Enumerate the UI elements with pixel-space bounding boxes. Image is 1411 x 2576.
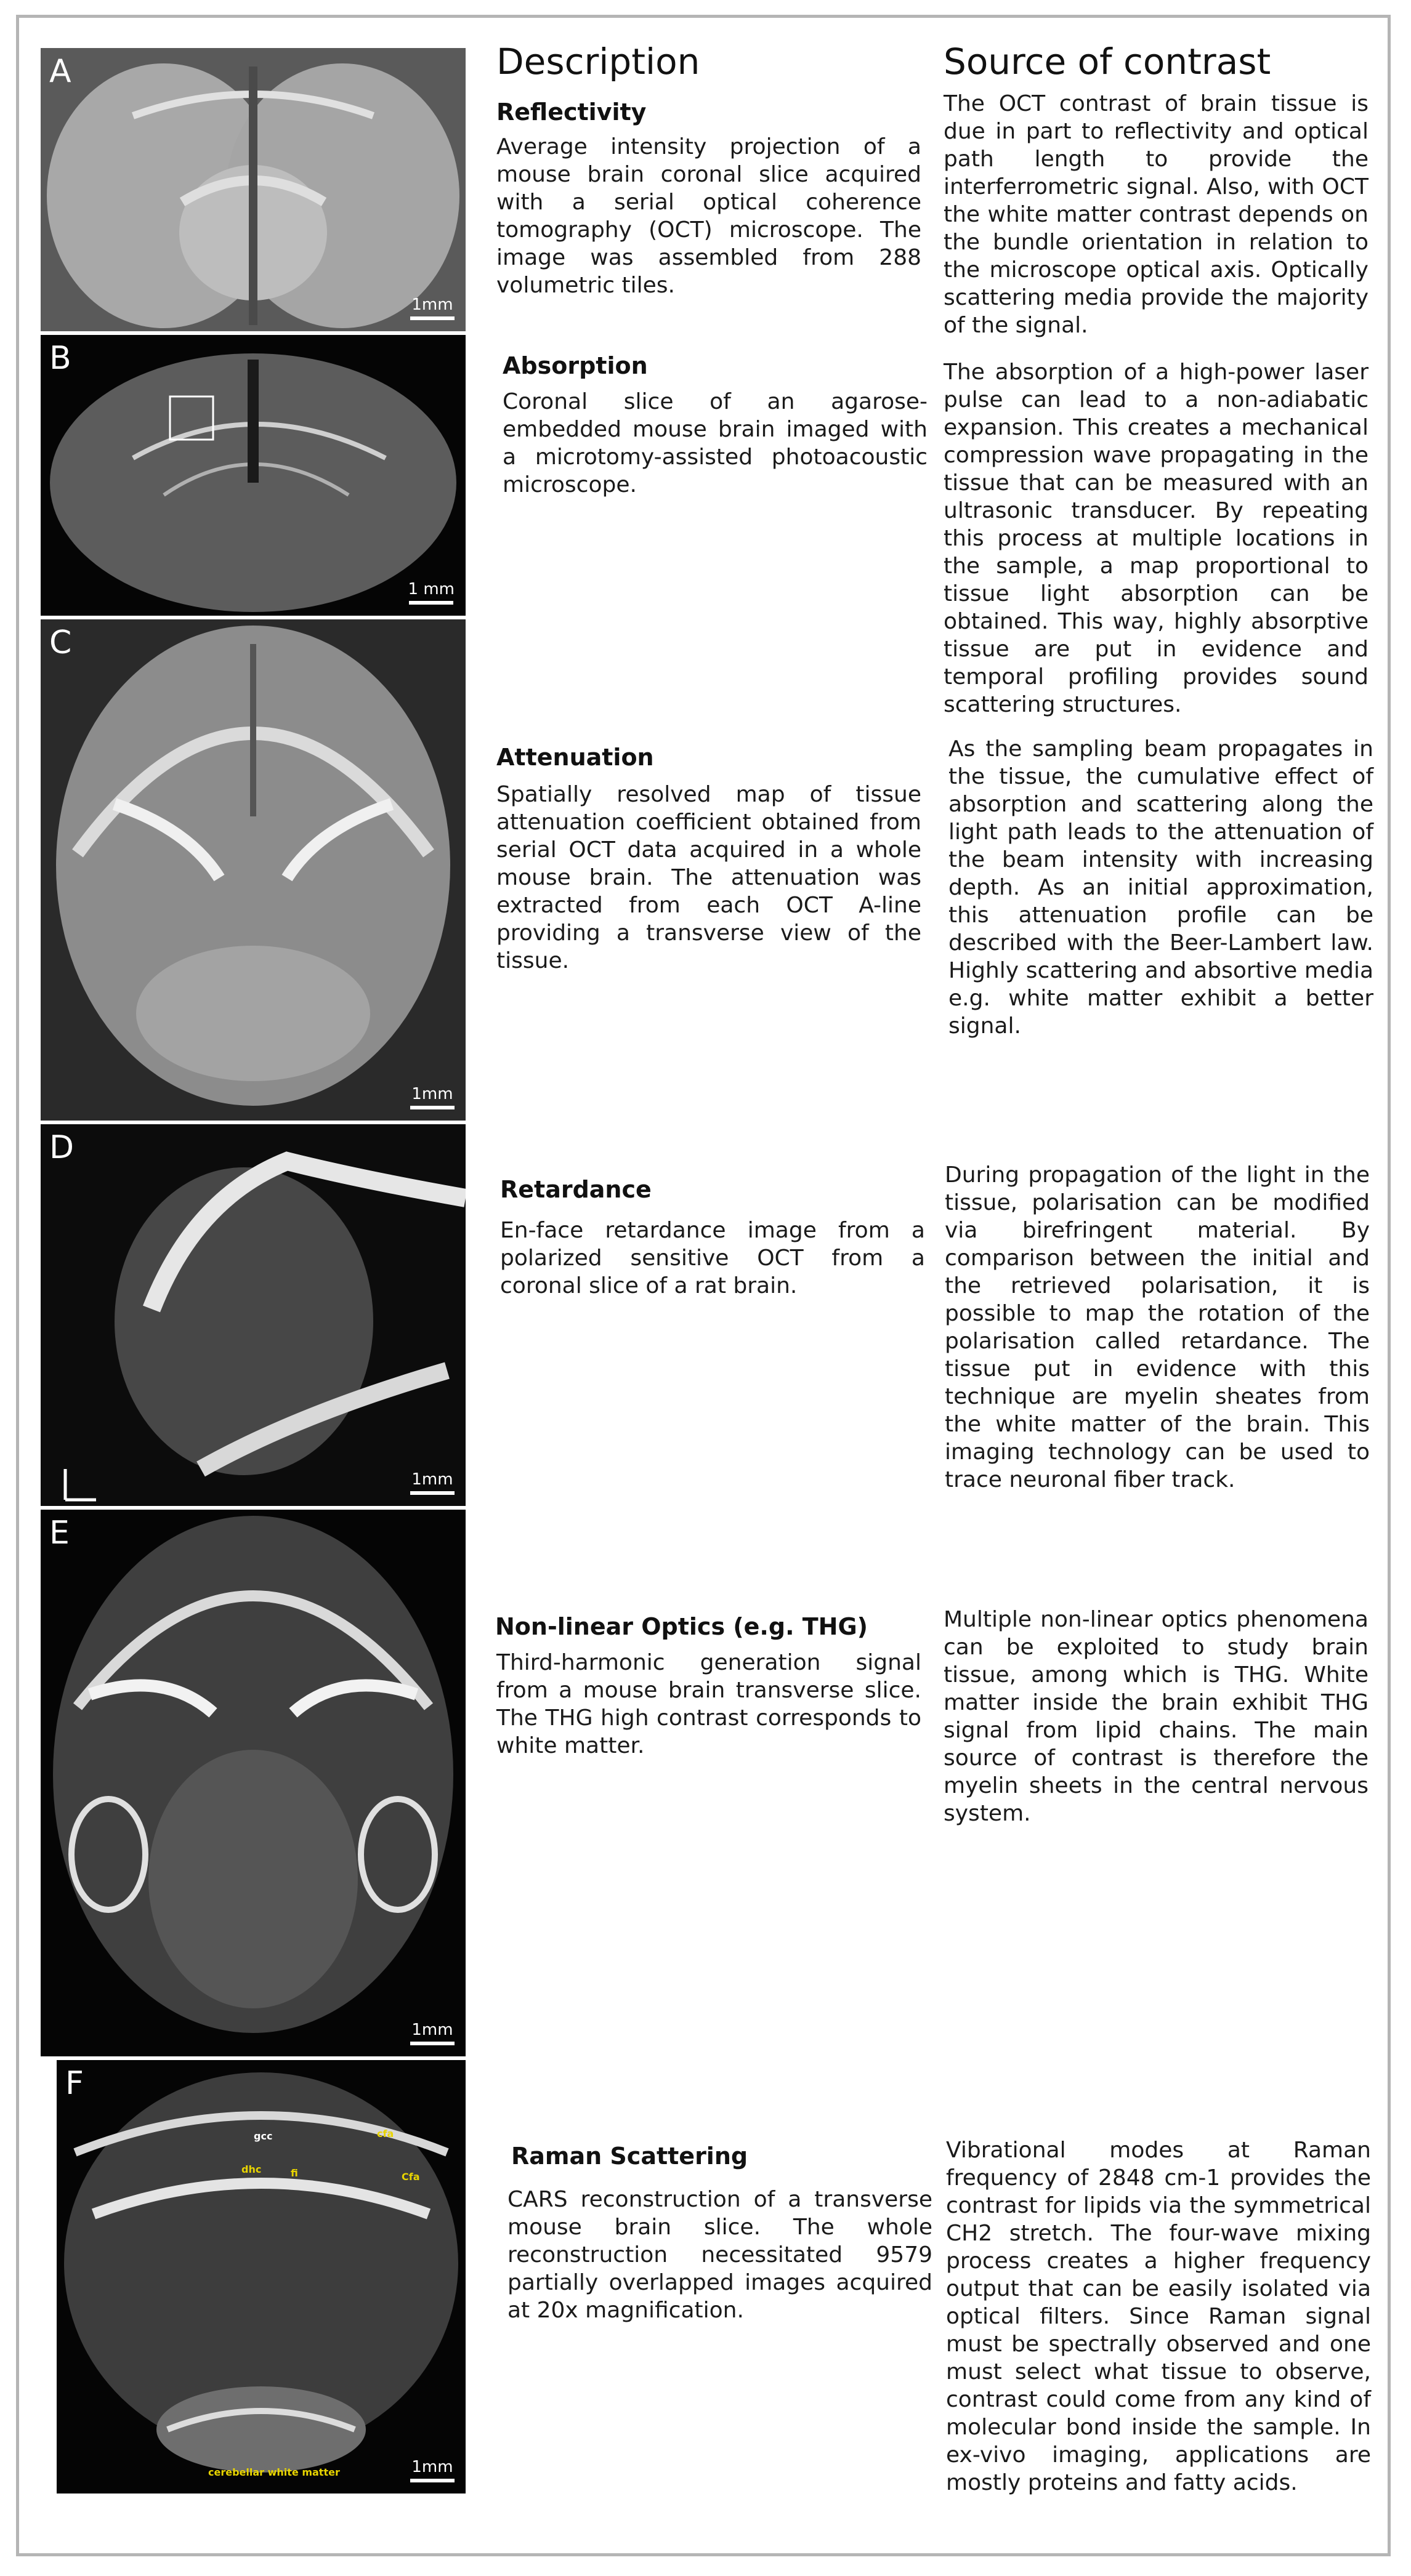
panel-a-image bbox=[41, 48, 466, 331]
source-header: Source of contrast bbox=[944, 41, 1271, 83]
panel-d-description: En-face retardance image from a polarized sensitive OCT from a coronal slice of a rat brain. bbox=[500, 1218, 925, 1298]
annotation-fi: fi bbox=[291, 2167, 298, 2179]
panel-f-source: Vibrational modes at Raman frequency of 2848 cm-1 provides the contrast for lipids via the symmetrical CH2 stretch. The four-wave mixing process creates a higher frequency output that can be easily isolated via optical filters. Since Raman signal must be spectrally observed and one must select what tissue to observe, contrast could come from any kind of molecular bond inside the sample. In ex-vivo imaging, applications are mostly proteins and fatty acids. bbox=[946, 2138, 1371, 2495]
annotation-dhc: dhc bbox=[241, 2163, 262, 2175]
panel-a-description: Average intensity projection of a mouse brain coronal slice acquired with a serial optical coherence tomography (OCT) microscope. The image was assembled from 288 volumetric tiles. bbox=[496, 134, 921, 298]
scale-bar-d: 1mm bbox=[410, 1470, 455, 1495]
scale-bar-e: 1mm bbox=[410, 2021, 455, 2045]
description-header: Description bbox=[496, 41, 700, 83]
panel-a-source: The OCT contrast of brain tissue is due in part to reflectivity and optical path length to provide the interferrometric signal. Also, with OCT the white matter contrast depends on the bundle orientation in relation to the microscope optical axis. Optically scattering media provide the majority of the signal. bbox=[944, 91, 1369, 338]
annotation-cerebellar-white-matter: cerebellar white matter bbox=[208, 2466, 340, 2478]
panel-e-source: Multiple non-linear optics phenomena can be exploited to study brain tissue, among which is THG. White matter inside the brain exhibit THG signal from lipid chains. The main source of contrast is therefore the myelin sheets in the central nervous system. bbox=[944, 1607, 1369, 1826]
panel-letter-e: E bbox=[49, 1515, 70, 1552]
scale-bar-b: 1 mm bbox=[408, 580, 455, 605]
panel-b-title: Absorption bbox=[503, 352, 648, 379]
panel-f-description: CARS reconstruction of a transverse mouse brain slice. The whole reconstruction necessitated 9579 partially overlapped images acquired at 20x magnification. bbox=[507, 2187, 932, 2323]
panel-f-title: Raman Scattering bbox=[511, 2143, 748, 2170]
panel-letter-c: C bbox=[49, 624, 72, 661]
panel-letter-b: B bbox=[49, 340, 71, 377]
brain-slice-f-graphic bbox=[57, 2060, 466, 2493]
panel-b-source: The absorption of a high-power laser pulse can lead to a non-adiabatic expansion. This creates a mechanical compression wave propagating in the tissue that can be measured with an ultrasonic transducer. By repeating this process at multiple locations in the sample, a map proportional to tissue light absorption can be obtained. This way, highly absorptive tissue are put in evidence and temporal profiling provides sound scattering structures. bbox=[944, 360, 1369, 717]
scale-bar-f: 1mm bbox=[410, 2458, 455, 2482]
panel-d-image bbox=[41, 1124, 466, 1506]
panel-b-description: Coronal slice of an agarose-embedded mouse brain imaged with a microtomy-assisted photoacoustic microscope. bbox=[503, 389, 928, 497]
brain-slice-d-graphic bbox=[41, 1124, 466, 1506]
panel-d-source: During propagation of the light in the tissue, polarisation can be modified via birefringent material. By comparison between the initial and the retrieved polarisation, it is possible to map the rotation of the polarisation called retardance. The tissue put in evidence with this technique are myelin sheates from the white matter of the brain. This imaging technology can be used to trace neuronal fiber track. bbox=[945, 1162, 1370, 1492]
panel-c-image bbox=[41, 619, 466, 1121]
panel-letter-d: D bbox=[49, 1129, 75, 1166]
brain-slice-c-graphic bbox=[41, 619, 466, 1121]
brain-slice-e-graphic bbox=[41, 1510, 466, 2056]
panel-b-image bbox=[41, 335, 466, 616]
panel-letter-f: F bbox=[65, 2065, 84, 2102]
panel-letter-a: A bbox=[49, 53, 71, 90]
panel-a-title: Reflectivity bbox=[496, 99, 647, 126]
panel-e-title: Non-linear Optics (e.g. THG) bbox=[495, 1613, 868, 1640]
scale-bar-a: 1mm bbox=[410, 296, 455, 320]
panel-d-title: Retardance bbox=[500, 1176, 652, 1203]
panel-c-title: Attenuation bbox=[496, 744, 654, 771]
annotation-cfa: cfa bbox=[377, 2128, 394, 2139]
annotation-cfa-b: Cfa bbox=[402, 2171, 420, 2183]
panel-f-image bbox=[57, 2060, 466, 2493]
brain-slice-b-graphic bbox=[41, 335, 466, 616]
brain-slice-a-graphic bbox=[41, 48, 466, 331]
panel-c-description: Spatially resolved map of tissue attenuation coefficient obtained from serial OCT data acquired in a whole mouse brain. The attenuation was extracted from each OCT A-line providing a transverse view of the tissue. bbox=[496, 782, 921, 973]
panel-c-source: As the sampling beam propagates in the tissue, the cumulative effect of absorption and scattering along the light path leads to the attenuation of the beam intensity with increasing depth. As an initial approximation, this attenuation profile can be described with the Beer-Lambert law. Highly scattering and absortive media e.g. white matter exhibit a better signal. bbox=[948, 736, 1373, 1039]
scale-bar-c: 1mm bbox=[410, 1085, 455, 1109]
annotation-gcc: gcc bbox=[254, 2130, 273, 2142]
panel-e-description: Third-harmonic generation signal from a mouse brain transverse slice. The THG high contrast corresponds to white matter. bbox=[496, 1650, 921, 1758]
panel-e-image bbox=[41, 1510, 466, 2056]
